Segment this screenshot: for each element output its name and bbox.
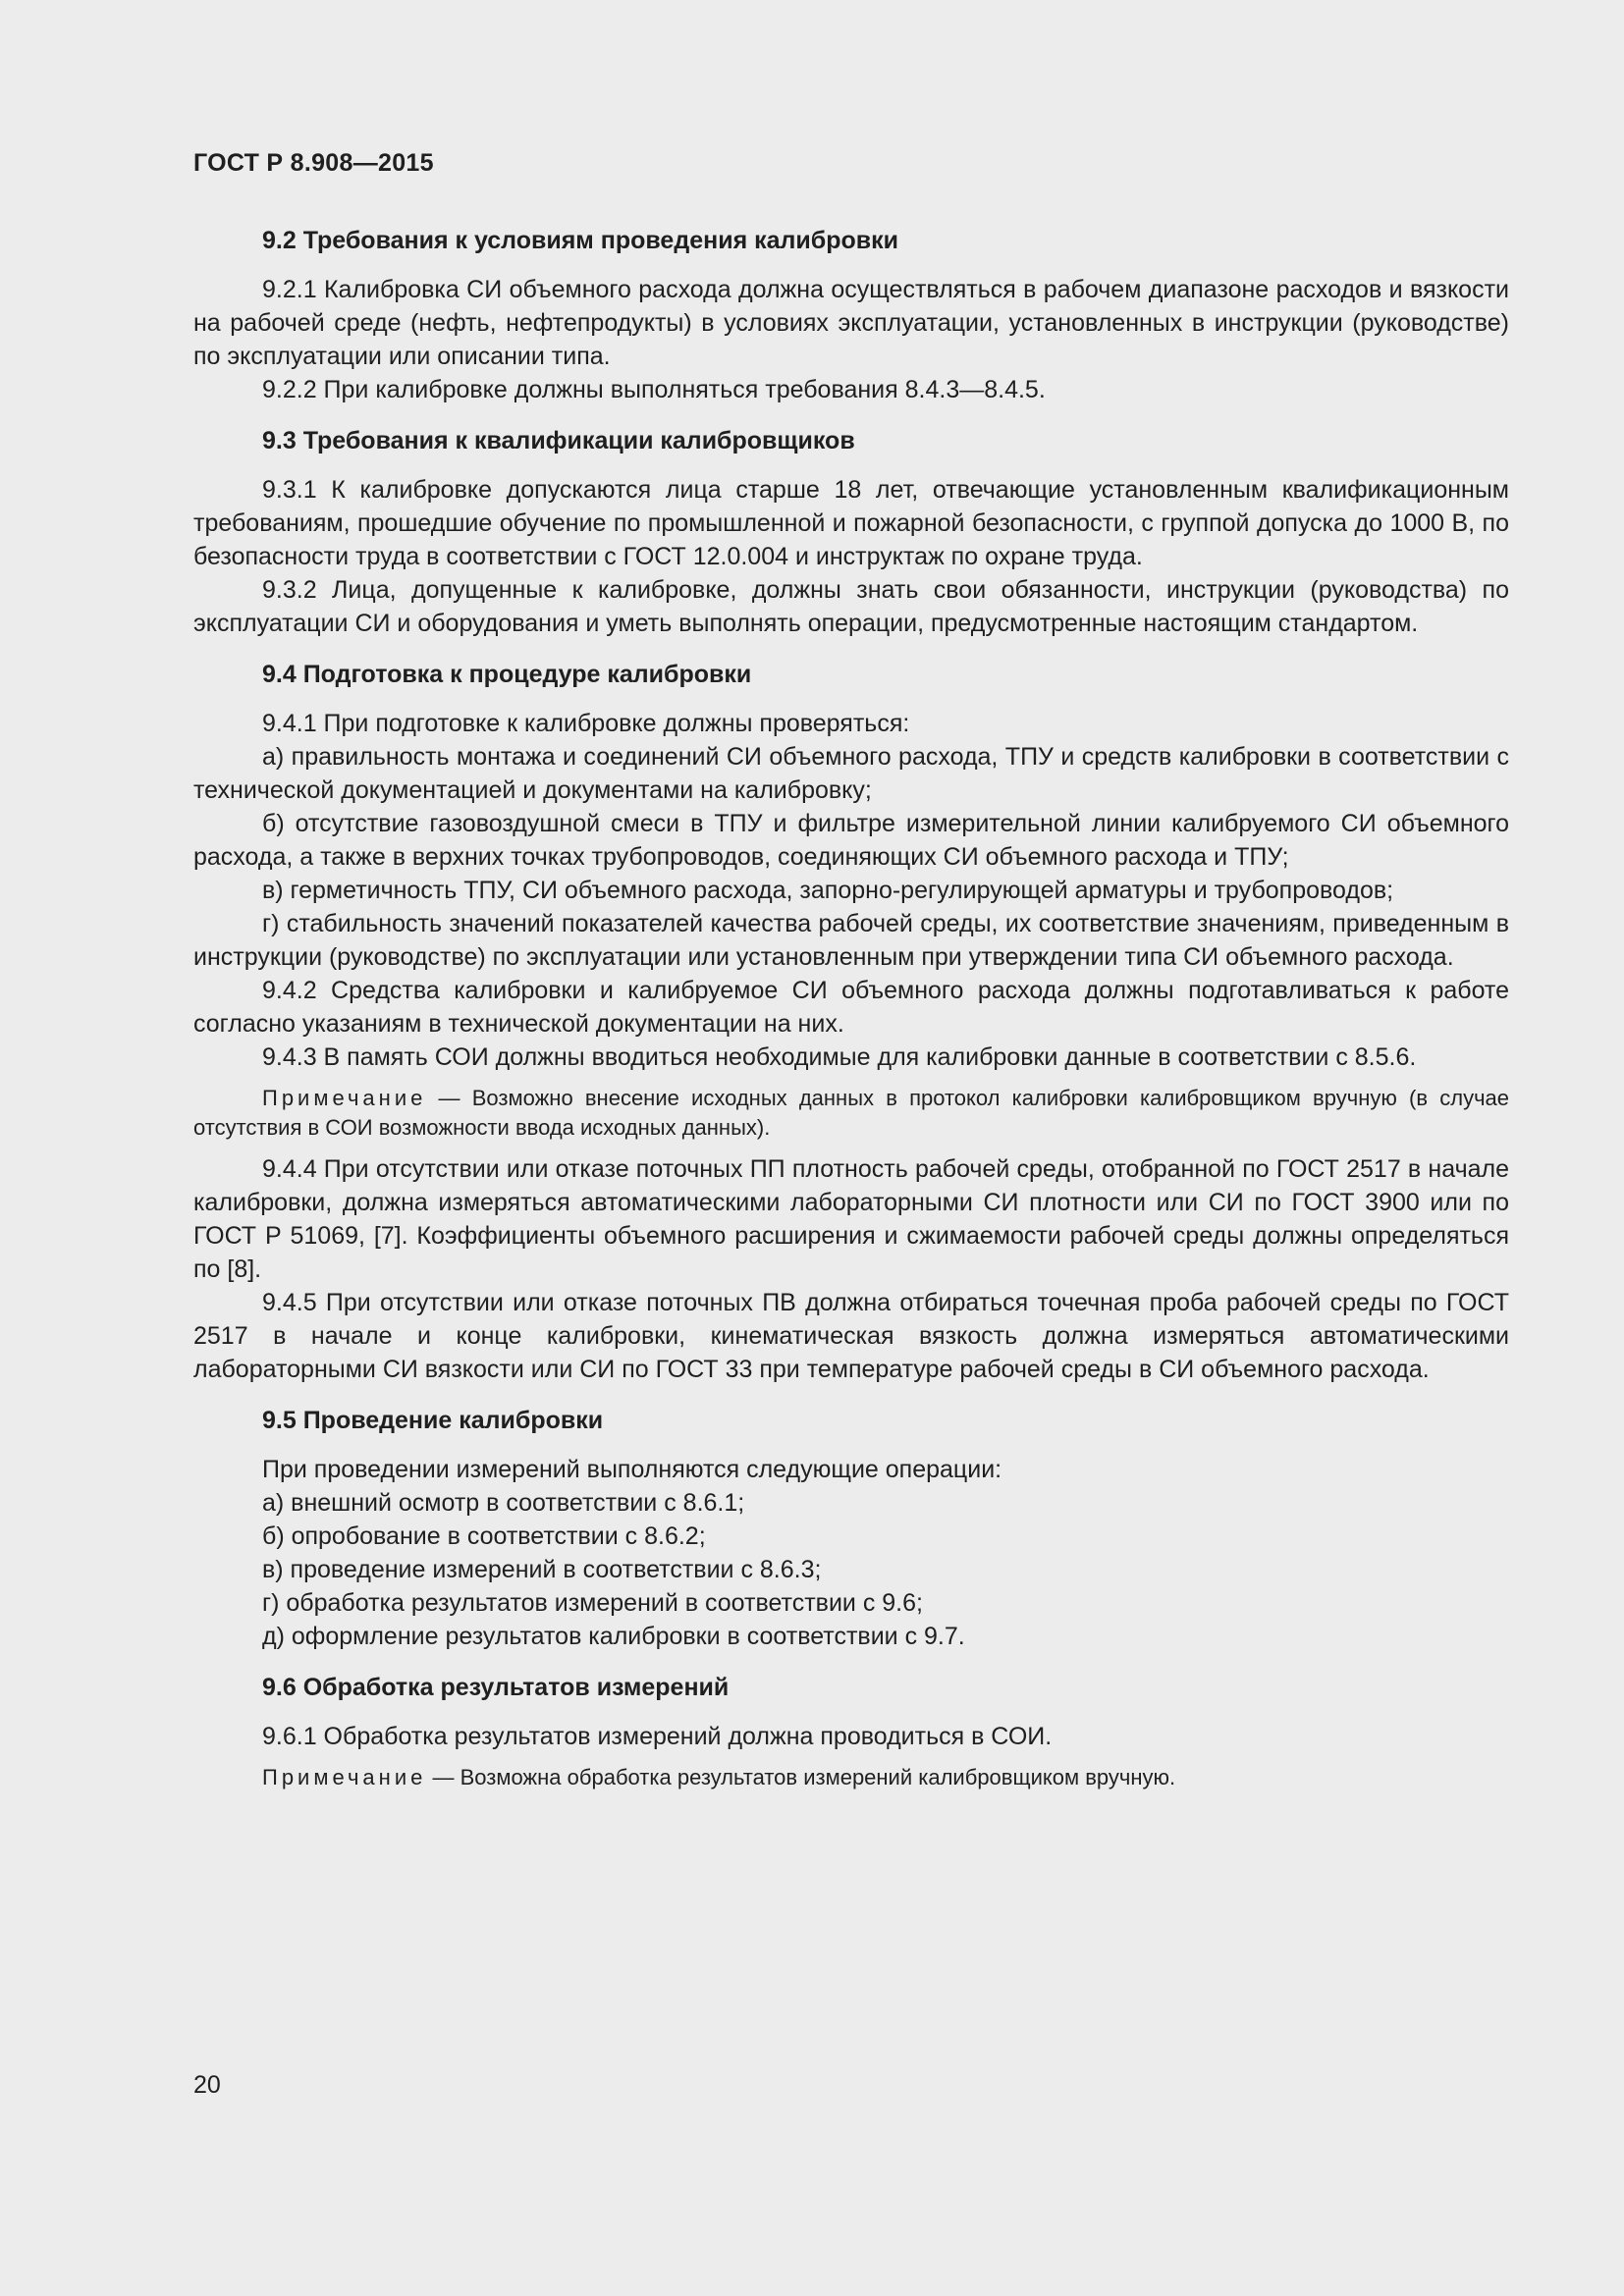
note-text: — Возможна обработка результатов измерений калибровщиком вручную. [426, 1765, 1176, 1789]
note-label: Примечание [262, 1086, 427, 1110]
paragraph-9-3-2: 9.3.2 Лица, допущенные к калибровке, должны знать свои обязанности, инструкции (руководства) по эксплуатации СИ и оборудования и уметь выполнять операции, предусмотренные настоящим стандартом. [193, 576, 1509, 637]
list-item-v: в) герметичность ТПУ, СИ объемного расхода, запорно-регулирующей арматуры и трубопроводов; [262, 877, 1394, 904]
page-number: 20 [193, 2071, 221, 2099]
section-heading-9-4: 9.4 Подготовка к процедуре калибровки [262, 661, 752, 688]
operation-item: б) опробование в соответствии с 8.6.2; [262, 1522, 706, 1550]
operation-item: а) внешний осмотр в соответствии с 8.6.1; [262, 1489, 745, 1517]
note-9-4-3 [193, 1084, 1509, 1143]
note-9-6-1 [193, 1763, 1509, 1792]
paragraph-9-4-2: 9.4.2 Средства калибровки и калибруемое СИ объемного расхода должны подготавливаться к работе согласно указаниям в технической документации на них. [193, 977, 1509, 1038]
paragraph-9-4-1: 9.4.1 При подготовке к калибровке должны проверяться: [262, 710, 910, 737]
operation-item: д) оформление результатов калибровки в соответствии с 9.7. [262, 1623, 965, 1650]
note-text: — Возможно внесение исходных данных в протокол калибровки калибровщиком вручную (в случае отсутствия в СОИ возможности ввода исходных данных). [193, 1086, 1509, 1140]
list-item-a: а) правильность монтажа и соединений СИ объемного расхода, ТПУ и средств калибровки в соответствии с технической документацией и документами на калибровку; [193, 743, 1509, 804]
paragraph-9-4-3: 9.4.3 В память СОИ должны вводиться необходимые для калибровки данные в соответствии с 8.5.6. [262, 1043, 1417, 1071]
document-body [193, 224, 1509, 1802]
paragraph-9-2-2: 9.2.2 При калибровке должны выполняться требования 8.4.3—8.4.5. [262, 376, 1046, 403]
paragraph-9-4-5: 9.4.5 При отсутствии или отказе поточных ПВ должна отбираться точечная проба рабочей среды по ГОСТ 2517 в начале и конце калибровки, кинематическая вязкость должна измеряться автоматическими лабораторными СИ вязкости или СИ по ГОСТ 33 при температуре рабочей среды в СИ объемного расхода. [193, 1289, 1509, 1383]
operation-item: г) обработка результатов измерений в соответствии с 9.6; [262, 1589, 923, 1617]
list-item-g: г) стабильность значений показателей качества рабочей среды, их соответствие значениям, приведенным в инструкции (руководстве) по эксплуатации или установленным при утверждении типа СИ объемного расхода. [193, 910, 1509, 971]
paragraph-9-3-1: 9.3.1 К калибровке допускаются лица старше 18 лет, отвечающие установленным квалификационным требованиям, прошедшие обучение по промышленной и пожарной безопасности, с группой допуска до 1000 В, по безопасности труда в соответствии с ГОСТ 12.0.004 и инструктаж по охране труда. [193, 476, 1509, 570]
section-heading-9-5: 9.5 Проведение калибровки [262, 1407, 604, 1434]
paragraph-9-2-1: 9.2.1 Калибровка СИ объемного расхода должна осуществляться в рабочем диапазоне расходов и вязкости на рабочей среде (нефть, нефтепродукты) в условиях эксплуатации, установленных в инструкции (руководстве) по эксплуатации или описании типа. [193, 276, 1509, 370]
paragraph-9-6-1: 9.6.1 Обработка результатов измерений должна проводиться в СОИ. [262, 1723, 1053, 1750]
operations-intro: При проведении измерений выполняются следующие операции: [262, 1456, 1002, 1483]
list-item-b: б) отсутствие газовоздушной смеси в ТПУ и фильтре измерительной линии калибруемого СИ объемного расхода, а также в верхних точках трубопроводов, соединяющих СИ объемного расхода и ТПУ; [193, 810, 1509, 871]
document-code: ГОСТ Р 8.908—2015 [193, 149, 434, 177]
operation-item: в) проведение измерений в соответствии с 8.6.3; [262, 1556, 822, 1583]
section-heading-9-2: 9.2 Требования к условиям проведения калибровки [262, 227, 899, 254]
section-heading-9-3: 9.3 Требования к квалификации калибровщиков [262, 427, 855, 454]
note-label: Примечание [262, 1765, 427, 1789]
section-heading-9-6: 9.6 Обработка результатов измерений [262, 1674, 730, 1701]
paragraph-9-4-4: 9.4.4 При отсутствии или отказе поточных ПП плотность рабочей среды, отобранной по ГОСТ 2517 в начале калибровки, должна измеряться автоматическими лабораторными СИ плотности или СИ по ГОСТ 3900 или по ГОСТ Р 51069, [7]. Коэффициенты объемного расширения и сжимаемости рабочей среды должны определяться по [8]. [193, 1155, 1509, 1283]
